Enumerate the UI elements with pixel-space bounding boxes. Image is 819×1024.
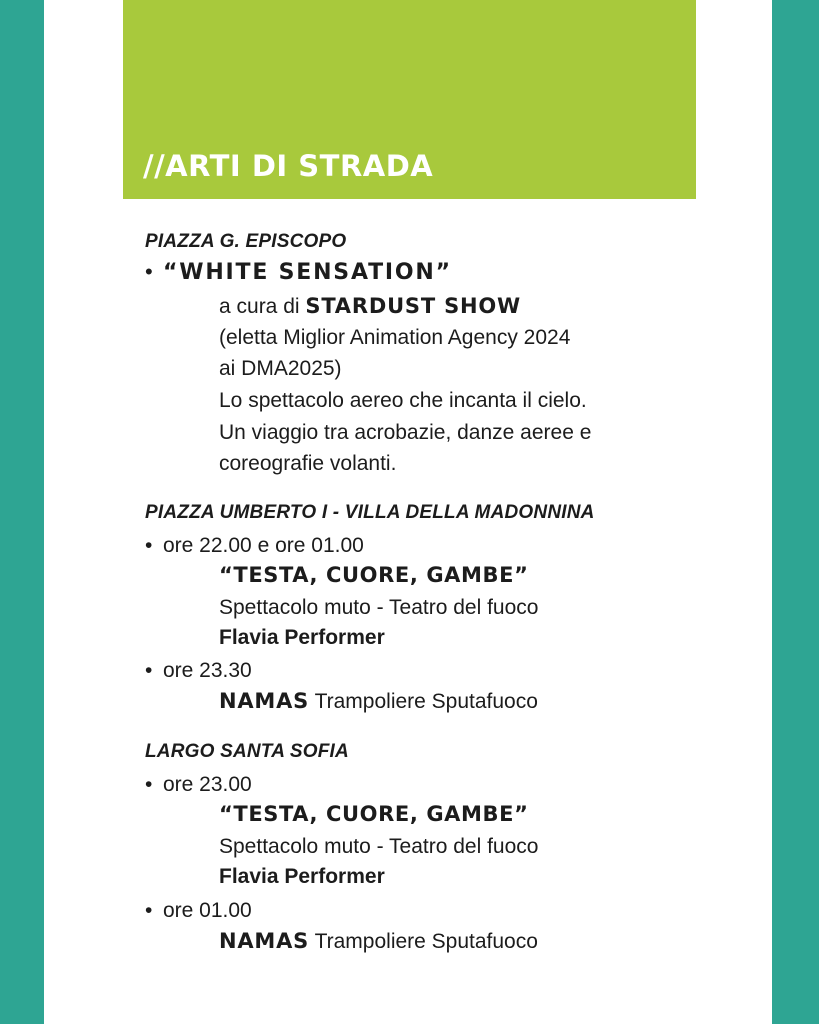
curated-prefix: a cura di xyxy=(219,295,300,318)
list-item xyxy=(145,655,252,686)
list-item xyxy=(145,530,364,561)
description-line: coreografie volanti. xyxy=(219,452,397,475)
event-performer: Flavia Performer xyxy=(219,865,385,888)
bullet-icon: • xyxy=(145,259,153,284)
description-line: ai DMA2025) xyxy=(219,357,342,380)
bullet-icon: • xyxy=(145,534,153,557)
list-item xyxy=(145,769,252,800)
bullet-icon: • xyxy=(145,899,153,922)
event-time: ore 22.00 e ore 01.00 xyxy=(163,534,364,557)
description-line: Lo spettacolo aereo che incanta il cielo. xyxy=(219,389,587,412)
event-time: ore 01.00 xyxy=(163,899,252,922)
event-description: Spettacolo muto - Teatro del fuoco xyxy=(219,835,539,858)
event-title: “TESTA, CUORE, GAMBE” xyxy=(219,802,529,826)
section-title: //ARTI DI STRADA xyxy=(143,149,434,183)
list-item xyxy=(145,895,252,926)
description-line: (eletta Miglior Animation Agency 2024 xyxy=(219,326,571,349)
list-item xyxy=(145,259,452,285)
section-banner xyxy=(123,0,696,199)
curated-line xyxy=(219,291,521,322)
event-time: ore 23.30 xyxy=(163,659,252,682)
event-title: “WHITE SENSATION” xyxy=(163,260,452,285)
performer-line xyxy=(219,926,538,957)
description-line: Un viaggio tra acrobazie, danze aeree e xyxy=(219,421,592,444)
performer-line xyxy=(219,686,538,717)
performer-desc: Trampoliere Sputafuoco xyxy=(314,930,538,953)
bullet-icon: • xyxy=(145,659,153,682)
location-largo-santa-sofia: LARGO SANTA SOFIA xyxy=(145,741,349,762)
performer-desc: Trampoliere Sputafuoco xyxy=(314,690,538,713)
event-performer: Flavia Performer xyxy=(219,626,385,649)
event-title: “TESTA, CUORE, GAMBE” xyxy=(219,563,529,587)
event-time: ore 23.00 xyxy=(163,773,252,796)
curated-name: STARDUST SHOW xyxy=(305,294,521,318)
location-piazza-umberto: PIAZZA UMBERTO I - VILLA DELLA MADONNINA xyxy=(145,502,595,523)
location-piazza-episcopo: PIAZZA G. EPISCOPO xyxy=(145,231,347,252)
bullet-icon: • xyxy=(145,773,153,796)
event-description: Spettacolo muto - Teatro del fuoco xyxy=(219,596,539,619)
performer-name: NAMAS xyxy=(219,689,310,713)
performer-name: NAMAS xyxy=(219,929,310,953)
